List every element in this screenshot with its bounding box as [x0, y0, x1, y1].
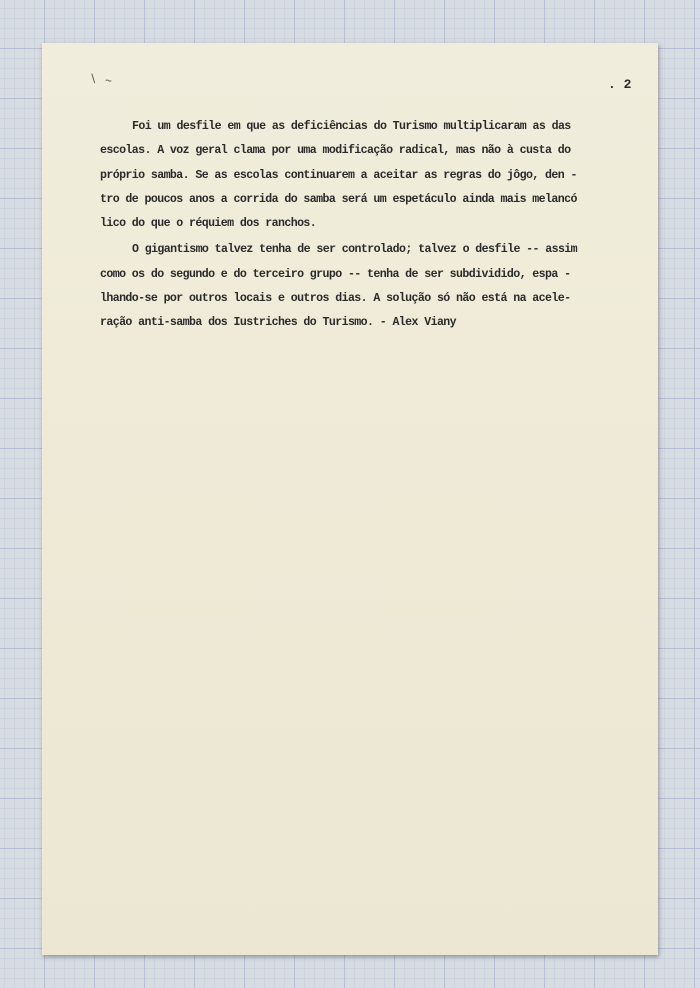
paragraph-1 [100, 115, 620, 236]
text-line: lico do que o réquiem dos ranchos. [100, 217, 317, 231]
text-line: O gigantismo talvez tenha de ser controlado; talvez o desfile -- assim [132, 243, 578, 257]
text-line: escolas. A voz geral clama por uma modificação radical, mas não à custa do [100, 144, 571, 158]
page-number: . 2 [608, 77, 632, 92]
text-line: tro de poucos anos a corrida do samba será um espetáculo ainda mais melancó [100, 192, 577, 206]
typewritten-text [100, 115, 620, 338]
document-page [42, 43, 658, 955]
text-line: lhando-se por outros locais e outros dias. A solução só não está na acele- [100, 292, 571, 306]
text-line: próprio samba. Se as escolas continuarem a aceitar as regras do jôgo, den - [100, 168, 577, 182]
margin-mark: \ ~ [89, 71, 114, 88]
text-line: como os do segundo e do terceiro grupo -- tenha de ser subdividido, espa - [100, 267, 571, 281]
paragraph-2 [100, 238, 620, 335]
text-line: Foi um desfile em que as deficiências do Turismo multiplicaram as das [132, 120, 571, 133]
text-line: ração anti-samba dos Iustriches do Turismo. - Alex Viany [100, 316, 457, 330]
